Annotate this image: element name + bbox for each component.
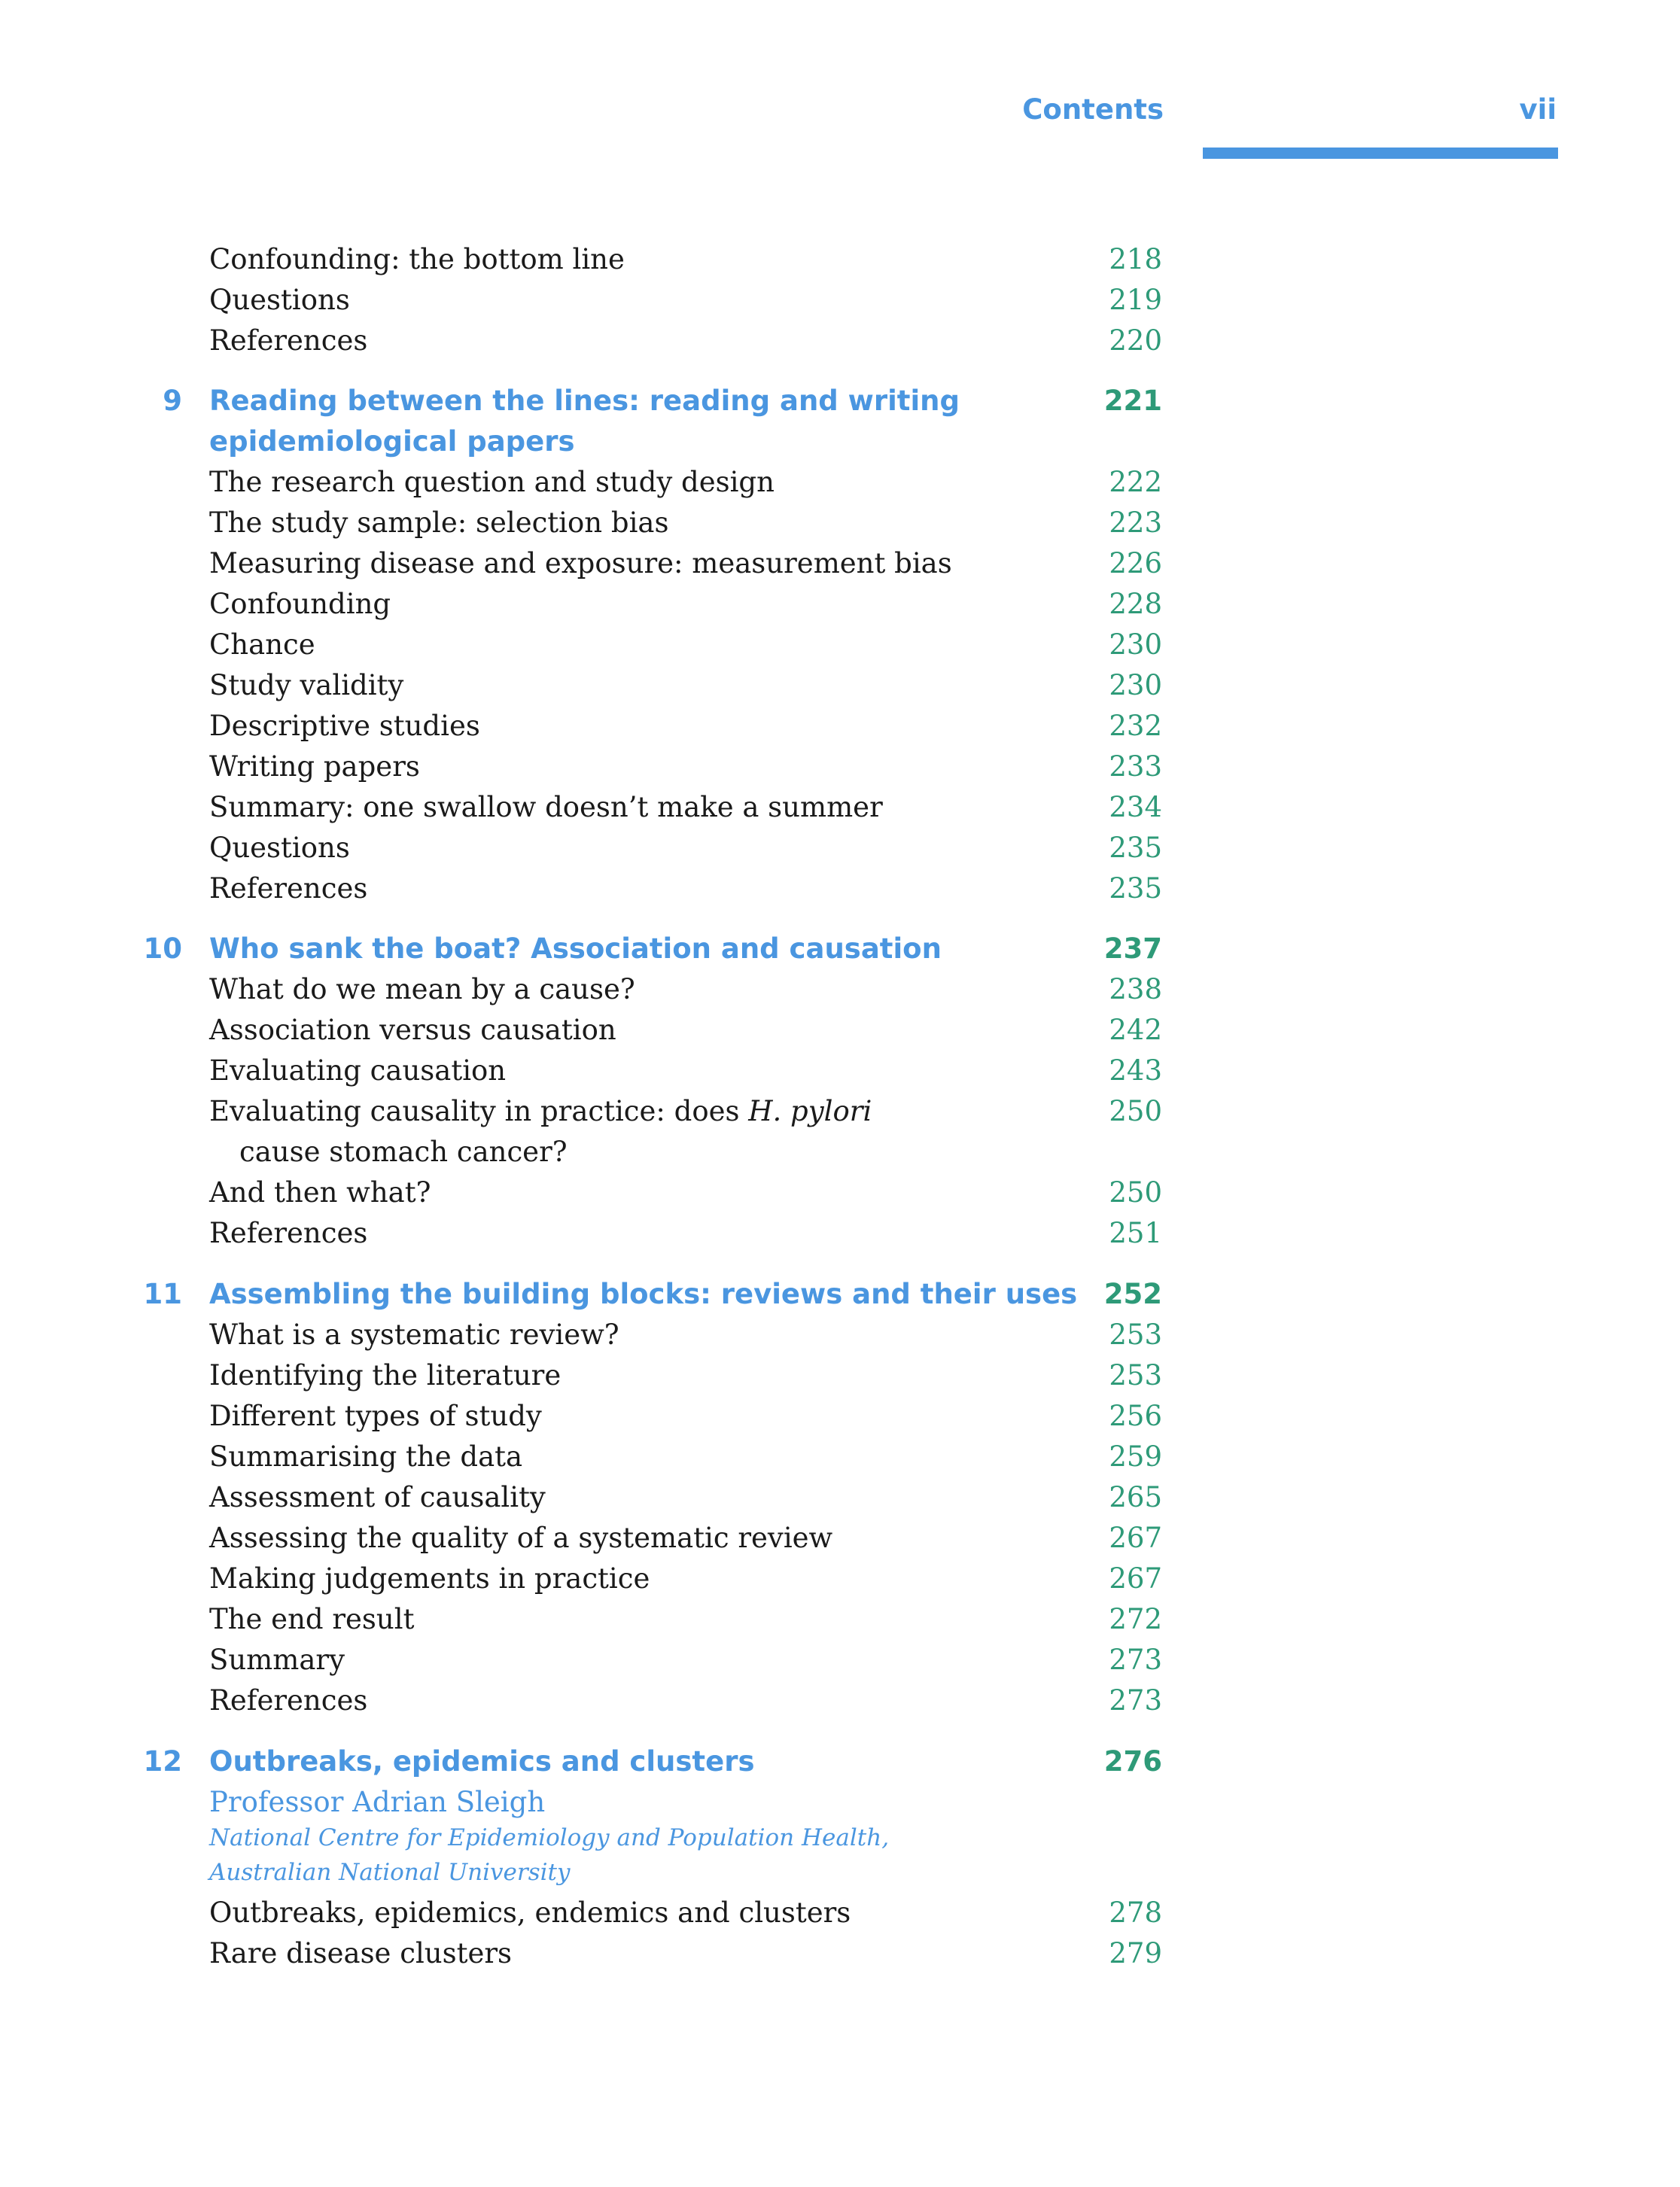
toc-entry-label: Questions — [209, 832, 350, 864]
toc-entry-label: Descriptive studies — [209, 710, 480, 742]
toc-entry[interactable] — [0, 239, 1680, 280]
toc-entry-label: Identifying the literature — [209, 1359, 562, 1392]
toc-entry-page: 278 — [1109, 1897, 1162, 1929]
toc-entry[interactable] — [0, 1599, 1680, 1640]
toc-entry-label-italic: H. pylori — [748, 1095, 872, 1127]
chapter-author-affiliation: Australian National University — [209, 1859, 571, 1886]
toc-entry-page: 256 — [1109, 1400, 1162, 1432]
chapter-page: 221 — [1103, 385, 1162, 417]
toc-entry-page: 223 — [1109, 506, 1162, 539]
toc-entry-label: Summarising the data — [209, 1440, 523, 1473]
toc-entry-label: References — [209, 324, 368, 357]
toc-entry-page: 267 — [1109, 1522, 1162, 1554]
toc-entry[interactable] — [0, 543, 1680, 584]
toc-entry-label: Making judgements in practice — [209, 1562, 650, 1595]
chapter-number: 12 — [143, 1745, 182, 1778]
toc-entry-page: 219 — [1109, 284, 1162, 316]
toc-entry[interactable] — [0, 1681, 1680, 1721]
toc-entry-label: The end result — [209, 1603, 415, 1635]
toc-entry[interactable] — [0, 969, 1680, 1010]
toc-entry-page: 273 — [1109, 1684, 1162, 1717]
toc-entry-label: The research question and study design — [209, 466, 775, 498]
toc-entry-label: Confounding — [209, 588, 391, 620]
toc-chapter-10[interactable] — [0, 929, 1680, 969]
toc-entry[interactable] — [0, 1437, 1680, 1477]
running-header-title: Contents — [1022, 93, 1164, 126]
toc-entry[interactable] — [0, 1091, 1680, 1132]
toc-entry[interactable] — [0, 280, 1680, 321]
toc-chapter-11[interactable] — [0, 1274, 1680, 1315]
chapter-title: Who sank the boat? Association and causation — [209, 932, 942, 965]
toc-entry-label: Different types of study — [209, 1400, 542, 1432]
toc-entry-label: What do we mean by a cause? — [209, 973, 635, 1005]
toc-entry-label: Evaluating causation — [209, 1054, 507, 1087]
toc-entry-page: 220 — [1109, 324, 1162, 357]
toc-entry-label: Outbreaks, epidemics, endemics and clusters — [209, 1897, 851, 1929]
toc-entry[interactable] — [0, 787, 1680, 828]
toc-entry-page: 265 — [1109, 1481, 1162, 1513]
chapter-page: 237 — [1103, 932, 1162, 965]
toc-entry-page: 230 — [1109, 669, 1162, 701]
chapter-title-continuation: epidemiological papers — [209, 425, 575, 458]
toc-entry-page: 243 — [1109, 1054, 1162, 1087]
toc-entry-label: Writing papers — [209, 750, 420, 783]
toc-entry-label: Association versus causation — [209, 1014, 616, 1046]
toc-entry-page: 251 — [1109, 1217, 1162, 1249]
chapter-page: 252 — [1103, 1278, 1162, 1310]
toc-entry[interactable] — [0, 584, 1680, 625]
chapter-author: Professor Adrian Sleigh — [209, 1786, 546, 1818]
toc-entry-page: 273 — [1109, 1644, 1162, 1676]
toc-entry[interactable] — [0, 868, 1680, 909]
toc-entry[interactable] — [0, 1518, 1680, 1559]
toc-chapter-12[interactable] — [0, 1741, 1680, 1782]
toc-entry-page: 232 — [1109, 710, 1162, 742]
toc-entry-label: Assessment of causality — [209, 1481, 546, 1513]
toc-entry-page: 279 — [1109, 1937, 1162, 1970]
chapter-number: 10 — [143, 932, 182, 965]
toc-entry-label: Summary: one swallow doesn’t make a summer — [209, 791, 883, 823]
toc-entry-label: Confounding: the bottom line — [209, 243, 625, 275]
toc-entry-label: Assessing the quality of a systematic review — [209, 1522, 833, 1554]
toc-entry[interactable] — [0, 503, 1680, 543]
toc-entry-label: Measuring disease and exposure: measurement bias — [209, 547, 952, 579]
toc-entry[interactable] — [0, 706, 1680, 747]
chapter-number: 11 — [143, 1278, 182, 1310]
toc-entry-page: 230 — [1109, 628, 1162, 661]
toc-entry[interactable] — [0, 1213, 1680, 1254]
toc-entry-page: 242 — [1109, 1014, 1162, 1046]
toc-entry-label: References — [209, 1217, 368, 1249]
toc-entry-label: Study validity — [209, 669, 404, 701]
toc-entry-page: 222 — [1109, 466, 1162, 498]
toc-entry-continuation: cause stomach cancer? — [239, 1136, 568, 1168]
toc-entry[interactable] — [0, 1559, 1680, 1599]
toc-entry-page: 272 — [1109, 1603, 1162, 1635]
toc-entry-page: 235 — [1109, 832, 1162, 864]
toc-entry[interactable] — [0, 1893, 1680, 1933]
toc-entry-label: The study sample: selection bias — [209, 506, 669, 539]
toc-entry[interactable] — [0, 1640, 1680, 1681]
toc-entry[interactable] — [0, 1477, 1680, 1518]
toc-entry[interactable] — [0, 665, 1680, 706]
toc-entry-page: 267 — [1109, 1562, 1162, 1595]
toc-entry[interactable] — [0, 1933, 1680, 1974]
toc-entry[interactable] — [0, 1051, 1680, 1091]
toc-entry-label: What is a systematic review? — [209, 1319, 619, 1351]
toc-chapter-9[interactable] — [0, 381, 1680, 421]
toc-entry[interactable] — [0, 1315, 1680, 1355]
toc-entry[interactable] — [0, 1173, 1680, 1213]
toc-entry-page: 218 — [1109, 243, 1162, 275]
chapter-title: Assembling the building blocks: reviews and their uses — [209, 1278, 1078, 1310]
toc-entry-page: 228 — [1109, 588, 1162, 620]
toc-entry-label: Rare disease clusters — [209, 1937, 513, 1970]
toc-entry-label: Questions — [209, 284, 350, 316]
toc-entry[interactable] — [0, 462, 1680, 503]
toc-entry-label: References — [209, 1684, 368, 1717]
chapter-author-affiliation: National Centre for Epidemiology and Population Health, — [209, 1824, 890, 1851]
toc-entry[interactable] — [0, 828, 1680, 868]
toc-entry-page: 226 — [1109, 547, 1162, 579]
toc-entry-page: 250 — [1109, 1176, 1162, 1209]
running-header-page-number: vii — [1519, 93, 1557, 126]
toc-entry-label — [209, 1091, 872, 1132]
toc-entry-label: References — [209, 872, 368, 905]
chapter-title: Outbreaks, epidemics and clusters — [209, 1745, 755, 1778]
toc-entry-page: 259 — [1109, 1440, 1162, 1473]
toc-entry[interactable] — [0, 747, 1680, 787]
header-accent-bar — [1203, 148, 1558, 159]
toc-entry[interactable] — [0, 1396, 1680, 1437]
toc-entry-page: 233 — [1109, 750, 1162, 783]
toc-entry-label: Summary — [209, 1644, 345, 1676]
toc-entry-page: 253 — [1109, 1319, 1162, 1351]
toc-entry[interactable] — [0, 1010, 1680, 1051]
toc-entry-page: 238 — [1109, 973, 1162, 1005]
toc-entry[interactable] — [0, 1355, 1680, 1396]
toc-entry-page: 250 — [1109, 1095, 1162, 1127]
toc-entry-page: 235 — [1109, 872, 1162, 905]
toc-entry-label-text: Evaluating causality in practice: does — [209, 1095, 749, 1127]
toc-entry-page: 253 — [1109, 1359, 1162, 1392]
toc-entry[interactable] — [0, 625, 1680, 665]
toc-entry-label: And then what? — [209, 1176, 431, 1209]
toc-entry-page: 234 — [1109, 791, 1162, 823]
toc-entry[interactable] — [0, 321, 1680, 361]
chapter-number: 9 — [163, 385, 182, 417]
chapter-page: 276 — [1103, 1745, 1162, 1778]
chapter-title: Reading between the lines: reading and writing — [209, 385, 960, 417]
toc-entry-label: Chance — [209, 628, 315, 661]
